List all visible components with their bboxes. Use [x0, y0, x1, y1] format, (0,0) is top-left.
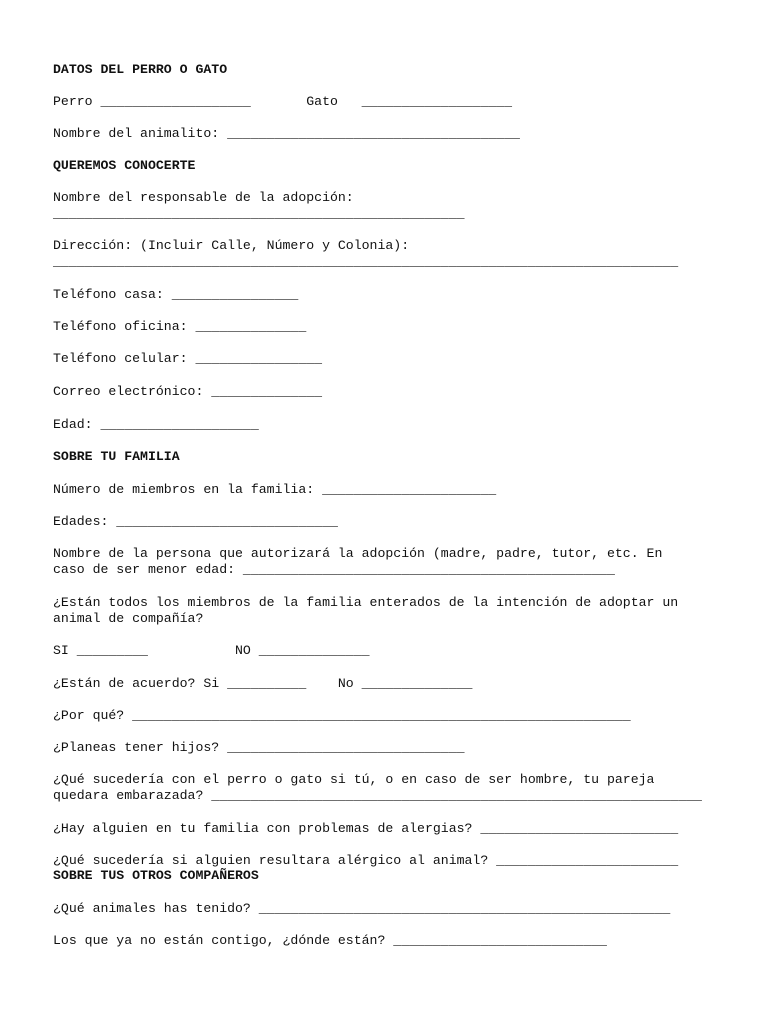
home-phone-field[interactable]: Teléfono casa: ________________: [53, 287, 299, 302]
responsible-name-label: Nombre del responsable de la adopción:: [53, 190, 354, 205]
authorizer-label: Nombre de la persona que autorizará la adopción (madre, padre, tutor, etc. En: [53, 546, 663, 561]
agreement-field[interactable]: ¿Están de acuerdo? Si __________ No ______________: [53, 676, 473, 691]
mobile-phone-field[interactable]: Teléfono celular: ________________: [53, 351, 323, 366]
section-heading-family: SOBRE TU FAMILIA: [53, 449, 180, 464]
family-ages-field[interactable]: Edades: ____________________________: [53, 514, 338, 529]
former-pets-field[interactable]: Los que ya no están contigo, ¿dónde están? ___________________________: [53, 933, 607, 948]
email-field[interactable]: Correo electrónico: ______________: [53, 384, 323, 399]
address-field[interactable]: _______________________________________________________________________________: [53, 254, 679, 269]
past-animals-field[interactable]: ¿Qué animales has tenido? ____________________________________________________: [53, 901, 671, 916]
pregnancy-question: ¿Qué sucedería con el perro o gato si tú, o en caso de ser hombre, tu pareja: [53, 772, 655, 787]
family-members-field[interactable]: Número de miembros en la familia: ______________________: [53, 482, 497, 497]
allergy-field[interactable]: ¿Hay alguien en tu familia con problemas de alergias? _________________________: [53, 821, 679, 836]
section-heading-about-you: QUEREMOS CONOCERTE: [53, 158, 196, 173]
authorizer-field[interactable]: caso de ser menor edad: _______________________________________________: [53, 562, 615, 577]
allergic-reaction-field[interactable]: ¿Qué sucedería si alguien resultara alérgico al animal? _______________________: [53, 853, 679, 868]
section-heading-pet-data: DATOS DEL PERRO O GATO: [53, 62, 228, 77]
address-label: Dirección: (Incluir Calle, Número y Colonia):: [53, 238, 410, 253]
family-aware-question-cont: animal de compañía?: [53, 611, 204, 626]
pet-name-field[interactable]: Nombre del animalito: _____________________________________: [53, 126, 520, 141]
section-heading-companions: SOBRE TUS OTROS COMPAÑEROS: [53, 868, 259, 883]
children-plan-field[interactable]: ¿Planeas tener hijos? ______________________________: [53, 740, 465, 755]
pet-type-fields[interactable]: Perro ___________________ Gato ___________________: [53, 94, 512, 109]
responsible-name-field[interactable]: ____________________________________________________: [53, 206, 465, 221]
family-aware-question: ¿Están todos los miembros de la familia enterados de la intención de adoptar un: [53, 595, 679, 610]
why-field[interactable]: ¿Por qué? _______________________________________________________________: [53, 708, 631, 723]
yes-no-fields[interactable]: SI _________ NO ______________: [53, 643, 370, 658]
office-phone-field[interactable]: Teléfono oficina: ______________: [53, 319, 307, 334]
pregnancy-field[interactable]: quedara embarazada? ______________________________________________________________: [53, 788, 702, 803]
age-field[interactable]: Edad: ____________________: [53, 417, 259, 432]
